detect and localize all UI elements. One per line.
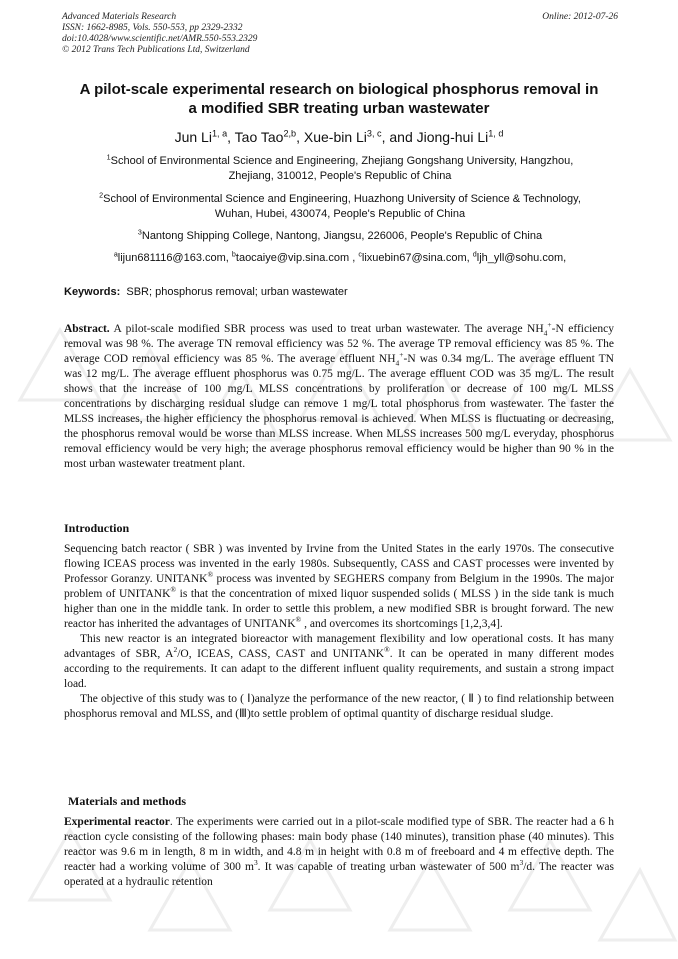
email-sup: b [231,250,236,259]
aff-text: School of Environmental Science and Engineering, Huazhong University of Science & Technology, [103,193,581,205]
paper-title [50,80,628,118]
paragraph-text: is that the concentration of mixed liquor suspended solids ( MLSS ) in the side tank is much higher than one in the middle tank. In order to settle this problem, a new modified SBR is brought forward. The new reactor has inherited the advantages of UNITANK [64,588,614,630]
abstract-text: A pilot-scale modified SBR process was used to treat urban wastewater. The average NH [109,323,544,335]
introduction-body [64,542,614,722]
subsection-label: Experimental reactor [64,816,170,828]
superscript: + [399,350,404,360]
title-line-2: a modified SBR treating urban wastewater [188,100,490,117]
email: lijun681116@163.com, [117,252,232,264]
registered-mark: ® [207,570,214,580]
paragraph-text: Sequencing batch reactor ( SBR ) was invented by Irvine from the United States in the early 1970s. The consecutive flowing ICEAS process was invented in the early 1980s. Subsequently, CASS and CAST processes were invented by Professor Goranzy. UNITANK [64,543,614,585]
superscript: 3 [519,858,524,868]
email-sup: c [358,250,362,259]
author-emails [62,251,618,266]
registered-mark: ® [170,585,177,595]
registered-mark: ® [384,645,390,655]
abstract [64,322,614,472]
paragraph-text: The objective of this study was to ( Ⅰ)analyze the performance of the new reactor, ( Ⅱ ) to find relationship between phosphorus removal and MLSS, and (Ⅲ)to settle problem of optimal quantity of discharge residual sludge. [64,693,614,720]
abstract-text: -N efficiency removal was 98 %. The average TN removal efficiency was 52 %. The average TP removal efficiency was 85 %. The average COD removal efficiency was 85 %. The average effluent NH [64,323,614,365]
abstract-label: Abstract. [64,323,110,335]
aff-text: Zhejiang, 310012, People's Republic of China [228,170,452,182]
copyright-line: © 2012 Trans Tech Publications Ltd, Switzerland [62,45,250,55]
paragraph-text: . It can be operated in many different modes according to the requirements. It can adapt to the different influent quality requirements, and sustain a strong impact load. [64,648,615,690]
superscript: 3 [253,858,258,868]
section-heading-introduction: Introduction [64,521,130,535]
paragraph-text: /d. The reacter was operated at a hydraulic retention [64,861,614,888]
title-line-1: A pilot-scale experimental research on biological phosphorus removal in [79,81,599,98]
email: ljh_yll@sohu.com, [476,252,567,264]
author-sup: 1, a [211,128,228,139]
email: lixuebin67@sina.com, [361,252,473,264]
email-sup: a [113,250,118,259]
section-heading-materials-methods: Materials and methods [68,794,186,808]
affiliation-2 [62,192,618,222]
aff-sup: 3 [137,228,142,237]
author-name: , Tao Tao [227,129,284,145]
doi-line: doi:10.4028/www.scientific.net/AMR.550-553.2329 [62,34,258,44]
methods-body [64,815,614,890]
email: taocaiye@vip.sina.com , [235,252,359,264]
paragraph-text: /O, ICEAS, CASS, CAST and UNITANK [177,648,385,660]
paragraph-text: . It was capable of treating urban wastewater of 500 m [257,861,520,873]
email-sup: d [472,250,477,259]
author-sup: 3, c [366,128,382,139]
affiliation-3 [62,229,618,244]
author-sup: 1, d [488,128,504,139]
keywords [64,286,348,298]
superscript: 2 [173,645,178,655]
superscript: + [547,320,552,330]
aff-sup: 1 [106,153,111,162]
author-list [50,128,628,146]
author-name: , Xue-bin Li [296,129,367,145]
issn-line: ISSN: 1662-8985, Vols. 550-553, pp 2329-2332 [62,23,243,33]
author-name: Jun Li [174,129,212,145]
affiliation-1 [62,154,618,184]
paragraph-text: , and overcomes its shortcomings [1,2,3,4]. [301,618,503,630]
aff-text: Nantong Shipping College, Nantong, Jiangsu, 226006, People's Republic of China [141,230,543,242]
journal-header [62,12,618,56]
paragraph-text: This new reactor is an integrated bioreactor with management flexibility and low operational costs. It has many advantages of SBR, A [64,633,614,660]
keywords-label: Keywords: [64,286,121,298]
aff-sup: 2 [99,191,104,200]
author-name: , and Jiong-hui Li [381,129,489,145]
online-date: Online: 2012-07-26 [542,12,618,22]
paragraph-text: process was invented by SEGHERS company from Belgium in the 1990s. The major problem of UNITANK [64,573,614,600]
aff-text: Wuhan, Hubei, 430074, People's Republic of China [214,208,466,220]
aff-text: School of Environmental Science and Engineering, Zhejiang Gongshang University, Hangzhou, [110,155,574,167]
subscript: 4 [543,328,548,338]
abstract-text: -N was 0.34 mg/L. The average effluent TN was 12 mg/L. The average effluent phosphorus was 0.75 mg/L. The average effluent COD was 35 mg/L. The result shows that the increase of 100 mg/L MLSS concentrations by proliferation or decrease of 100 mg/L MLSS concentrations by discharging residual sludge can remove 1 mg/L total phosphorus from wastewater. The faster the MLSS increases, the higher efficiency the phosphorus removal is achieved. When MLSS is fluctuating or decreasing, the phosphorus removal would be worse than MLSS increase. When MLSS increases 500 mg/L everyday, phosphorus removal efficiency would be very high; the average phosphorus removal efficiency would be higher than 90 % in the most urban wastewater treatment plant. [64,353,614,470]
author-sup: 2,b [283,128,297,139]
registered-mark: ® [295,615,302,625]
journal-name: Advanced Materials Research [62,12,177,22]
keywords-text: SBR; phosphorus removal; urban wastewater [126,286,348,298]
paragraph-text: . The experiments were carried out in a pilot-scale modified type of SBR. The reacter had a 6 h reaction cycle consisting of the following phases: main body phase (140 minutes), transition phase (40 minutes). This reactor was 9.6 m in length, 8 m in width, and 4.8 m in height with 0.8 m of freeboard and 4 m effective depth. The reacter had a working volume of 300 m [64,816,614,873]
subscript: 4 [395,358,400,368]
